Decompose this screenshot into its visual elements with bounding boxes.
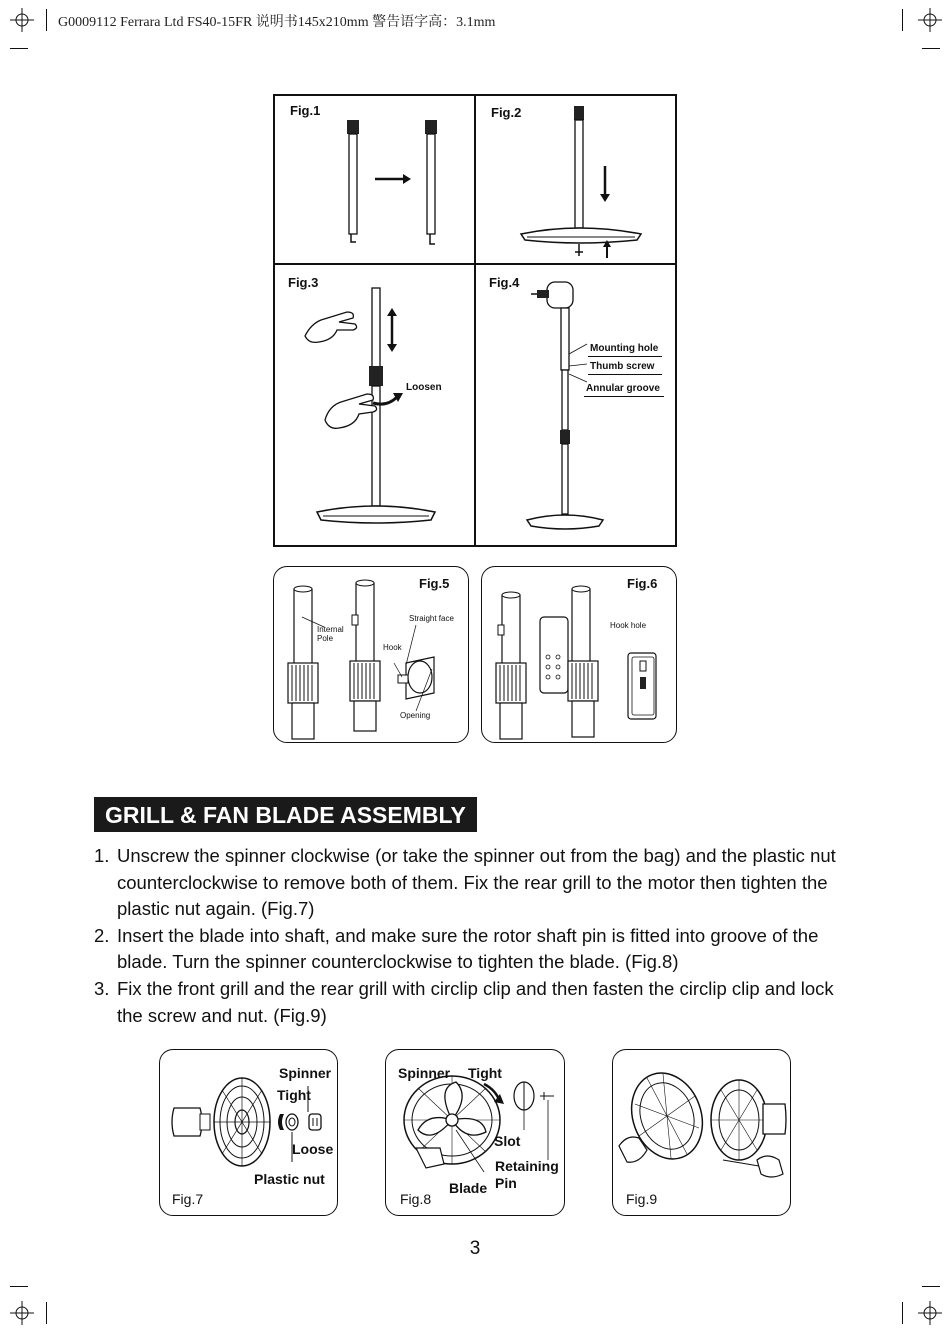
- section-heading: GRILL & FAN BLADE ASSEMBLY: [94, 797, 477, 832]
- fig6-label: Fig.6: [627, 576, 658, 591]
- internal-pole-label-1: Internal: [317, 625, 344, 634]
- step-item: [94, 976, 864, 1029]
- arrow-icon: [387, 308, 397, 352]
- crop-mark-icon: [10, 48, 28, 49]
- hook-label: Hook: [383, 643, 402, 652]
- hand-icon: [321, 384, 381, 430]
- opening-label: Opening: [400, 711, 431, 720]
- fig8-pin-label: Pin: [495, 1175, 517, 1191]
- step-text: Insert the blade into shaft, and make sure the rotor shaft pin is fitted into groove of the blade. Turn the spinner counterclockwise to tighten the blade. (Fig.8): [117, 924, 819, 973]
- fig4-mounting-hole-label: Mounting hole: [590, 343, 659, 354]
- fan-motor-illustration: [527, 274, 667, 538]
- step-item: [94, 843, 864, 923]
- divider: [474, 96, 476, 545]
- fig8-box: [385, 1049, 565, 1216]
- grill-illustration: [168, 1072, 338, 1182]
- crop-mark-icon: [46, 9, 47, 31]
- hook-hole-label: Hook hole: [610, 621, 647, 630]
- fig2-label: Fig.2: [491, 105, 522, 120]
- fig4-label: Fig.4: [489, 275, 520, 290]
- internal-pole-label-2: Pole: [317, 634, 334, 643]
- fig7-plastic-nut-label: Plastic nut: [254, 1171, 325, 1187]
- pole-illustration: [284, 577, 464, 742]
- fig8-retaining-label: Retaining: [495, 1158, 559, 1174]
- fig8-spinner-label: Spinner: [398, 1065, 451, 1081]
- fig7-loose-label: Loose: [292, 1141, 334, 1157]
- pole-illustration: [340, 118, 450, 253]
- underline: [588, 374, 662, 375]
- fig5-box: [273, 566, 469, 743]
- figure-grid-top: [273, 94, 677, 547]
- crop-mark-icon: [922, 1286, 940, 1287]
- pole-illustration: [492, 577, 672, 742]
- fig5-label: Fig.5: [419, 576, 450, 591]
- underline: [588, 356, 662, 357]
- fig4-thumb-screw-label: Thumb screw: [590, 361, 655, 372]
- step-number: 1.: [94, 845, 110, 866]
- page-number: 3: [469, 1238, 481, 1259]
- crop-mark-icon: [10, 1286, 28, 1287]
- divider: [275, 263, 675, 265]
- grill-illustration: [617, 1064, 789, 1182]
- fig7-box: [159, 1049, 338, 1216]
- arrow-icon: [375, 174, 411, 184]
- registration-target-icon: [10, 8, 34, 32]
- registration-target-icon: [10, 1301, 34, 1325]
- hand-icon: [303, 306, 363, 346]
- fan-base-illustration: [519, 106, 645, 258]
- fig1-label: Fig.1: [290, 103, 321, 118]
- straight-face-label: Straight face: [409, 614, 454, 623]
- fig7-tight-label: Tight: [277, 1087, 311, 1103]
- fig8-tight-label: Tight: [468, 1065, 502, 1081]
- fig4-annular-groove-label: Annular groove: [586, 383, 660, 394]
- crop-mark-icon: [902, 9, 903, 31]
- fig8-slot-label: Slot: [494, 1133, 521, 1149]
- step-number: 2.: [94, 924, 110, 946]
- assembly-steps: [94, 843, 864, 1029]
- fig8-label: Fig.8: [400, 1191, 432, 1207]
- arrow-icon: [373, 391, 403, 407]
- registration-target-icon: [918, 1301, 942, 1325]
- underline: [584, 396, 664, 397]
- arrow-icon: [600, 166, 610, 202]
- fig9-label: Fig.9: [626, 1191, 658, 1207]
- fig7-spinner-label: Spinner: [279, 1065, 332, 1081]
- print-header: G0009112 Ferrara Ltd FS40-15FR 说明书145x210mm 警告语字高：3.1mm: [58, 15, 496, 30]
- crop-mark-icon: [46, 1302, 47, 1324]
- registration-target-icon: [918, 8, 942, 32]
- step-number: 3.: [94, 977, 110, 999]
- step-item: [94, 923, 864, 976]
- fig3-label: Fig.3: [288, 275, 319, 290]
- step-text: Fix the front grill and the rear grill with circlip clip and then fasten the circlip clip and lock the screw and nut. (Fig.9): [117, 977, 834, 1026]
- crop-mark-icon: [902, 1302, 903, 1324]
- step-text: Unscrew the spinner clockwise (or take the spinner out from the bag) and the plastic nut counterclockwise to remove both of them. Fix the rear grill to the motor then tighten the plastic nut again. (Fig.7): [117, 845, 836, 920]
- fig9-box: [612, 1049, 791, 1216]
- fig3-loosen-label: Loosen: [406, 382, 442, 393]
- fig7-label: Fig.7: [172, 1191, 204, 1207]
- fig6-box: [481, 566, 677, 743]
- fig8-blade-label: Blade: [449, 1180, 488, 1196]
- crop-mark-icon: [922, 48, 940, 49]
